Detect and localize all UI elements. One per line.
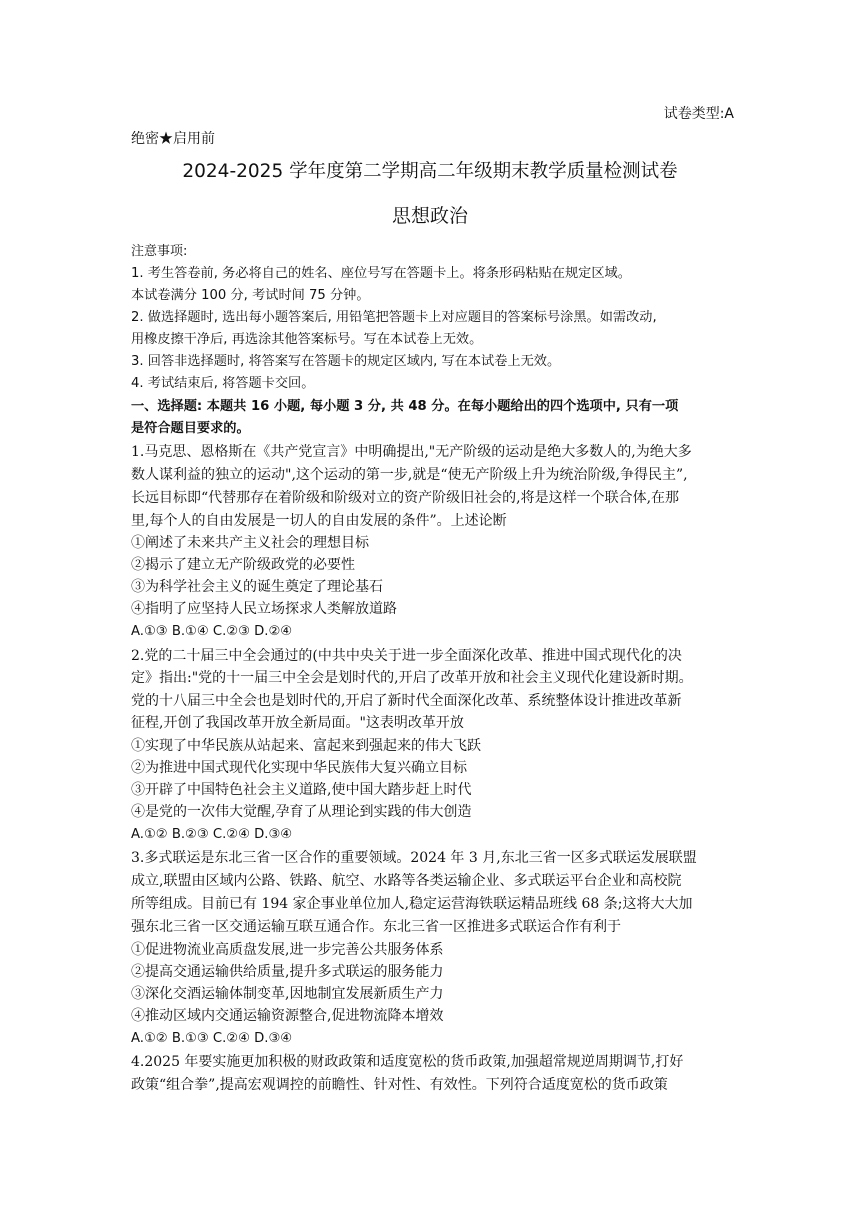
question-3-stem: 成立,联盟由区域内公路、铁路、航空、水路等各类运输企业、多式联运平台企业和高校院: [131, 873, 682, 889]
notes-line: 用橡皮擦干净后, 再选涂其他答案标号。写在本试卷上无效。: [131, 332, 483, 347]
question-1-stem: 长远目标即“代替那存在着阶级和阶级对立的资产阶级旧社会的,将是这样一个联合体,在那: [131, 490, 680, 506]
question-2-option: ②为推进中国式现代化实现中华民族伟大复兴确立目标: [131, 760, 467, 776]
question-1-answers: A.①③ B.①④ C.②③ D.②④: [131, 624, 293, 639]
question-1-stem: 数人谋利益的独立的运动",这个运动的第一步,就是“使无产阶级上升为统治阶级,争得民主”,: [131, 467, 688, 483]
question-2-option: ④是党的一次伟大觉醒,孕育了从理论到实践的伟大创造: [131, 804, 472, 820]
question-3-option: ②提高交通运输供给质量,提升多式联运的服务能力: [131, 964, 444, 980]
question-1-stem: 里,每个人的自由发展是一切人的自由发展的条件”。上述论断: [131, 513, 507, 529]
question-3-answers: A.①② B.①③ C.②④ D.③④: [131, 1031, 293, 1046]
notes-heading: 注意事项:: [131, 244, 188, 259]
question-3-option: ①促进物流业高质盘发展,进一步完善公共服务体系: [131, 942, 444, 958]
confidential-label: 绝密★启用前: [131, 131, 215, 147]
question-2-answers: A.①② B.②③ C.②④ D.③④: [131, 827, 293, 842]
notes-line: 本试卷满分 100 分, 考试时间 75 分钟。: [131, 288, 370, 303]
question-3-stem: 所等组成。目前已有 194 家企事业单位加人,稳定运营海铁联运精品班线 68 条;这将大大加: [131, 896, 693, 912]
notes-line: 1. 考生答卷前, 务必将自己的姓名、座位号写在答题卡上。将条形码粘贴在规定区域。: [131, 266, 631, 281]
question-4-stem: 4.2025 年要实施更加积极的财政政策和适度宽松的货币政策,加强超常规逆周期调节,打好: [131, 1054, 684, 1070]
subject-title: 思想政治: [391, 205, 468, 227]
question-1-option: ①阐述了未来共产主义社会的理想目标: [131, 535, 369, 551]
question-3-option: ④推动区域内交通运输资源整合,促进物流降本增效: [131, 1008, 444, 1024]
question-3-stem: 3.多式联运是东北三省一区合作的重要领域。2024 年 3 月,东北三省一区多式联运发展联盟: [131, 850, 697, 866]
notes-line: 4. 考试结束后, 将答题卡交回。: [131, 376, 315, 391]
exam-title: 2024-2025 学年度第二学期高二年级期末教学质量检测试卷: [182, 161, 678, 182]
paper-type-label: 试卷类型:A: [663, 106, 734, 122]
section-heading-cont: 是符合题目要求的。: [131, 421, 250, 436]
question-2-stem: 党的十八届三中全会也是划时代的,开启了新时代全面深化改革、系统整体设计推进改革新: [131, 693, 682, 709]
question-2-stem: 征程,开创了我国改革开放全新局面。"这表明改革开放: [131, 715, 464, 731]
question-1-option: ②揭示了建立无产阶级政党的必要性: [131, 557, 355, 573]
question-2-option: ③开辟了中国特色社会主义道路,使中国大踏步赶上时代: [131, 782, 472, 798]
question-2-option: ①实现了中华民族从站起来、富起来到强起来的伟大飞跃: [131, 738, 481, 754]
notes-line: 3. 回答非选择题时, 将答案写在答题卡的规定区域内, 写在本试卷上无效。: [131, 354, 561, 369]
question-1-option: ③为科学社会主义的诞生奠定了理论基石: [131, 579, 383, 595]
question-1-stem: 1.马克思、恩格斯在《共产党宣言》中明确提出,"无产阶级的运动是绝大多数人的,为绝大多: [131, 444, 692, 460]
question-2-stem: 定》指出:"党的十一届三中全会是划时代的,开启了改革开放和社会主义现代化建设新时期。: [131, 670, 693, 686]
section-heading: 一、选择题: 本题共 16 小题, 每小题 3 分, 共 48 分。在每小题给出的四个选项中, 只有一项: [131, 399, 679, 414]
question-3-option: ③深化交酒运输体制变革,因地制宜发展新质生产力: [131, 986, 444, 1002]
notes-line: 2. 做选择题时, 选出每小题答案后, 用铅笔把答题卡上对应题目的答案标号涂黑。如需改动,: [131, 310, 657, 325]
question-2-stem: 2.党的二十届三中全会通过的(中共中央关于进一步全面深化改革、推进中国式现代化的决: [131, 648, 682, 664]
question-4-stem: 政策“组合拳”,提高宏观调控的前瞻性、针对性、有效性。下列符合适度宽松的货币政策: [131, 1077, 668, 1093]
question-1-option: ④指明了应坚持人民立场探求人类解放道路: [131, 601, 397, 617]
question-3-stem: 强东北三省一区交通运输互联互通合作。东北三省一区推进多式联运合作有利于: [131, 919, 621, 935]
